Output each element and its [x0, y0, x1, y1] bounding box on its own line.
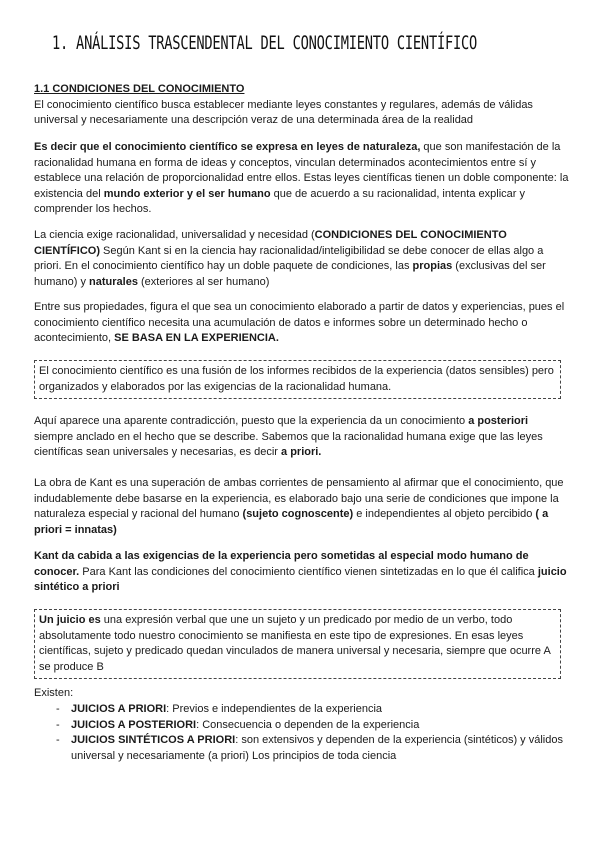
paragraph-condiciones: [34, 228, 569, 290]
bold-text: SE BASA EN LA EXPERIENCIA.: [114, 332, 279, 345]
body-text: Según Kant si en la ciencia hay racionalidad/inteligibilidad se debe conocer de ellas algo a priori. En el conocimiento científico hay un doble paquete de condiciones, las: [34, 244, 544, 273]
paragraph-propiedades: [34, 300, 569, 347]
paragraph-kant-cabida: [34, 549, 569, 596]
bold-text: a posteriori: [468, 415, 529, 427]
body-text: que son manifestación de la racionalidad humana en forma de ideas y conceptos, vinculan determinados acontecimientos entre sí y establece una relación de proporcionalidad entre ellos. Estas leyes científicas tienen un doble componente: la existencia del: [34, 141, 569, 200]
body-text: La ciencia exige racionalidad, universalidad y necesidad (: [34, 229, 315, 241]
list-item: [34, 702, 574, 718]
list-text: : Previos e independientes de la experiencia: [166, 703, 383, 715]
list-dash: -: [56, 703, 60, 715]
paragraph-contradiccion: [34, 414, 569, 461]
paragraph-kant-obra: [34, 476, 569, 538]
list-text: : Consecuencia o dependen de la experiencia: [196, 718, 420, 731]
existen-label: Existen:: [34, 687, 74, 699]
bold-text: naturales: [89, 275, 138, 288]
body-text: que de acuerdo a su racionalidad, intenta explicar y comprender los hechos.: [34, 187, 525, 216]
list-text: : son extensivos y dependen de la experiencia (sintéticos) y válidos universal y necesariamente (a priori) Los principios de toda ciencia: [71, 734, 563, 762]
body-text: Para Kant las condiciones del conocimiento científico vienen sintetizadas en lo que él califica: [79, 565, 538, 578]
body-text: siempre anclado en el hecho que se describe. Sabemos que la racionalidad humana exige que las leyes científicas sean universales y necesarias, es decir: [34, 430, 543, 459]
list-item: [34, 733, 574, 764]
bold-text: mundo exterior y el ser humano: [103, 187, 271, 200]
list-term: JUICIOS SINTÉTICOS A PRIORI: [71, 734, 236, 747]
bold-text: ( a priori = innatas): [34, 508, 549, 536]
callout-box-juicio: [34, 609, 561, 679]
list-term: JUICIOS A POSTERIORI: [71, 718, 197, 731]
body-text: e independientes al objeto percibido: [353, 508, 536, 521]
body-text: (exclusivas del ser humano) y: [34, 260, 546, 288]
callout-box-fusion: El conocimiento científico es una fusión de los informes recibidos de la experiencia (datos sensibles) pero organizados y elaborados por las exigencias de la racionalidad humana.: [34, 360, 561, 399]
bold-text: a priori.: [281, 446, 322, 459]
bold-text: (sujeto cognoscente): [242, 508, 354, 521]
body-text: La obra de Kant es una superación de ambas corrientes de pensamiento al afirmar que el conocimiento, que indudablemente debe basarse en la experiencia, es elaborado bajo una serie de condiciones que impone la naturaleza especial y racional del humano: [34, 477, 564, 521]
list-term: JUICIOS A PRIORI: [71, 703, 167, 715]
bold-text: juicio sintético a priori: [34, 565, 567, 594]
juicios-list: [34, 702, 574, 764]
bold-text: CONDICIONES DEL CONOCIMIENTO CIENTÍFICO): [34, 229, 507, 257]
intro-paragraph: El conocimiento científico busca establecer mediante leyes constantes y regulares, además de válidas universal y necesariamente una descripción veraz de una determinada área de la realidad: [34, 98, 533, 127]
list-dash: -: [56, 718, 60, 731]
body-text: Aquí aparece una aparente contradicción, puesto que la experiencia da un conocimiento: [34, 415, 469, 427]
body-text: una expresión verbal que une un sujeto y un predicado por medio de un verbo, todo absolutamente todo nuestro conocimiento se manifiesta en este tipo de expresiones. En esas leyes científicas, sujeto y predicado quedan vinculados de manera universal y necesaria, siempre que ocurre A se produce B: [39, 614, 551, 673]
section-heading: 1.1 CONDICIONES DEL CONOCIMIENTO: [34, 83, 245, 95]
body-text: Entre sus propiedades, figura el que sea un conocimiento elaborado a partir de datos y experiencias, pues el conocimiento científico necesita una acumulación de datos e informes sobre un determinado hecho o acontecimiento,: [34, 301, 565, 345]
bold-text: propias: [412, 260, 453, 273]
section-1-1: [34, 82, 569, 129]
body-text: (exteriores al ser humano): [137, 275, 270, 288]
bold-text: Un juicio es: [39, 614, 101, 626]
bold-text: Es decir que el conocimiento científico se expresa en leyes de naturaleza,: [34, 141, 421, 153]
paragraph-leyes-naturaleza: [34, 140, 569, 218]
bold-text: Kant da cabida a las exigencias de la experiencia pero sometidas al especial modo humano de conocer.: [34, 550, 529, 578]
page-title: 1. ANÁLISIS TRASCENDENTAL DEL CONOCIMIENTO CIENTÍFICO: [52, 32, 478, 54]
list-item: [34, 718, 574, 734]
list-dash: -: [56, 734, 60, 747]
